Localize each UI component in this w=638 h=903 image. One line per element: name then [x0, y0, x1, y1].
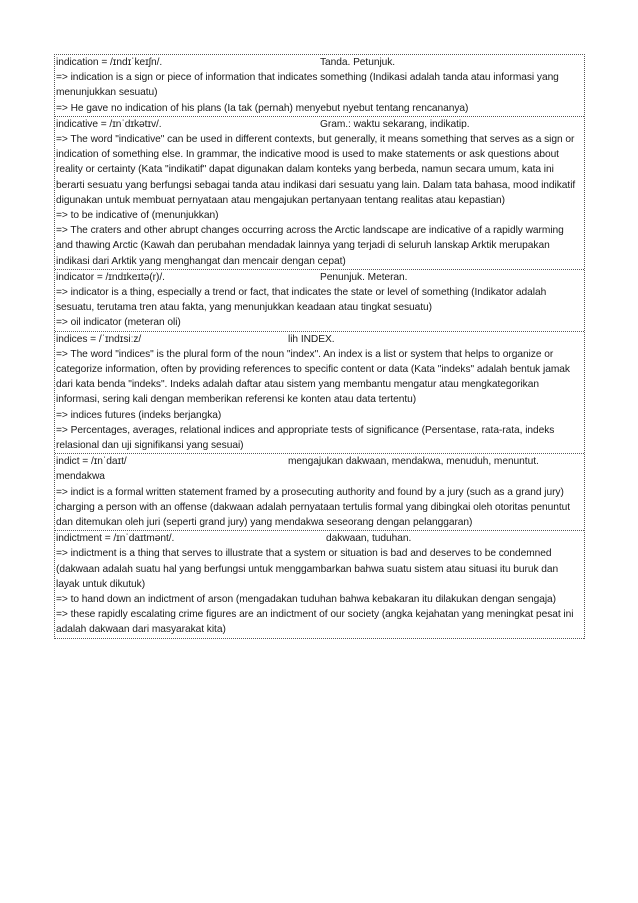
entry-term: indication = /ɪndɪˈkeɪʃn/.: [56, 57, 163, 68]
entry-term: indices = /ˈɪndɪsiːz/: [56, 333, 142, 345]
entry-header: [56, 55, 583, 70]
entry-line: => Percentages, averages, relational indices and appropriate tests of significance (Persentase, rata-rata, indeks relasional dan uji signifikansi yang sesuai): [56, 424, 555, 452]
entry-term: indict = /ɪnˈdaɪt/: [56, 456, 127, 468]
entry-line: => The word "indices" is the plural form of the noun "index". An index is a list or system that helps to organize or categorize information, often by providing references to specific content or data (Kata "indeks" adalah bentuk jamak dari kata benda "indeks". Indeks adalah daftar atau sistem yang membantu mengatur atau mengkategorikan informasi, sering kali dengan memberikan referensi ke konten atau data tertentu): [56, 348, 570, 406]
entry-indication: [55, 55, 584, 117]
entry-header: [56, 332, 583, 347]
entry-line: => He gave no indication of his plans (Ia tak (pernah) menyebut nyebut tentang rencananya): [56, 102, 469, 114]
entry-line: => these rapidly escalating crime figures are an indictment of our society (angka kejahatan yang meningkat pesat ini adalah dakwaan dari masyarakat kita): [56, 609, 574, 636]
entry-meaning: mengajukan dakwaan, mendakwa, menuduh, menuntut.: [288, 456, 539, 468]
entry-term: indicator = /ɪndɪkeɪtə(r)/.: [56, 271, 165, 283]
entry-meaning: Tanda. Petunjuk.: [320, 57, 396, 68]
entry-header: [56, 454, 583, 469]
entry-term: indicative = /ɪnˈdɪkətɪv/.: [56, 118, 162, 130]
entry-line: => to be indicative of (menunjukkan): [56, 210, 219, 221]
entry-indicative: [55, 117, 584, 270]
entry-line: mendakwa: [56, 471, 105, 483]
entry-indicator: [55, 270, 584, 332]
entry-header: [56, 531, 583, 546]
entry-line: => indication is a sign or piece of information that indicates something (Indikasi adalah tanda atau informasi yang menunjukkan sesuatu): [56, 72, 559, 99]
entry-term: indictment = /ɪnˈdaɪtmənt/.: [56, 533, 175, 545]
entry-line: => to hand down an indictment of arson (mengadakan tuduhan bahwa kebakaran itu dilakukan dengan sengaja): [56, 594, 557, 606]
entry-meaning: Gram.: waktu sekarang, indikatip.: [320, 118, 470, 130]
entry-indict: [55, 454, 584, 531]
entry-line: => The craters and other abrupt changes occurring across the Arctic landscape are indicative of a rapidly warming and thawing Arctic (Kawah dan perubahan mendadak lainnya yang terjadi di seluruh lanskap Arktik merupakan indikasi dari Arktik yang menghangat dan mencair dengan cepat): [56, 225, 564, 267]
entry-line: => indicator is a thing, especially a trend or fact, that indicates the state or level of something (Indikator adalah sesuatu, terutama tren atau fakta, yang menunjukkan keadaan atau tingkat sesuatu): [56, 287, 547, 314]
entry-line: => indict is a formal written statement framed by a prosecuting authority and found by a jury (such as a grand jury) charging a person with an offense (dakwaan adalah pernyataan tertulis formal yang dibingkai oleh otoritas penuntut dan ditemukan oleh juri (seperti grand jury) yang mendakwa seseorang dengan pelanggaran): [56, 486, 571, 529]
dictionary-table: [54, 54, 585, 639]
entry-line: => indictment is a thing that serves to illustrate that a system or situation is bad and deserves to be condemned (dakwaan adalah suatu hal yang berfungsi untuk menggambarkan bahwa suatu sistem atau situasi itu buruk dan layak untuk dikutuk): [56, 548, 559, 590]
entry-indices: [55, 332, 584, 455]
entry-indictment: [55, 531, 584, 638]
entry-meaning: Penunjuk. Meteran.: [320, 271, 408, 283]
entry-header: [56, 117, 583, 132]
entry-line: => indices futures (indeks berjangka): [56, 409, 222, 421]
entry-header: [56, 270, 583, 285]
entry-meaning: dakwaan, tuduhan.: [326, 533, 412, 545]
entry-line: => The word "indicative" can be used in different contexts, but generally, it means something that serves as a sign or indication of something else. In grammar, the indicative mood is used to make statements or ask questions about reality or certainty (Kata "indikatif" dapat digunakan dalam konteks yang berbeda, namun secara umum, kata ini berarti sesuatu yang berfungsi sebagai tanda atau indikasi dari sesuatu yang lain. Dalam tata bahasa, mood indikatif digunakan untuk membuat pernyataan atau mengajukan pertanyaan tentang realitas atau kepastian): [56, 133, 576, 206]
entry-meaning: lih INDEX.: [288, 333, 335, 345]
entry-line: => oil indicator (meteran oli): [56, 317, 181, 329]
